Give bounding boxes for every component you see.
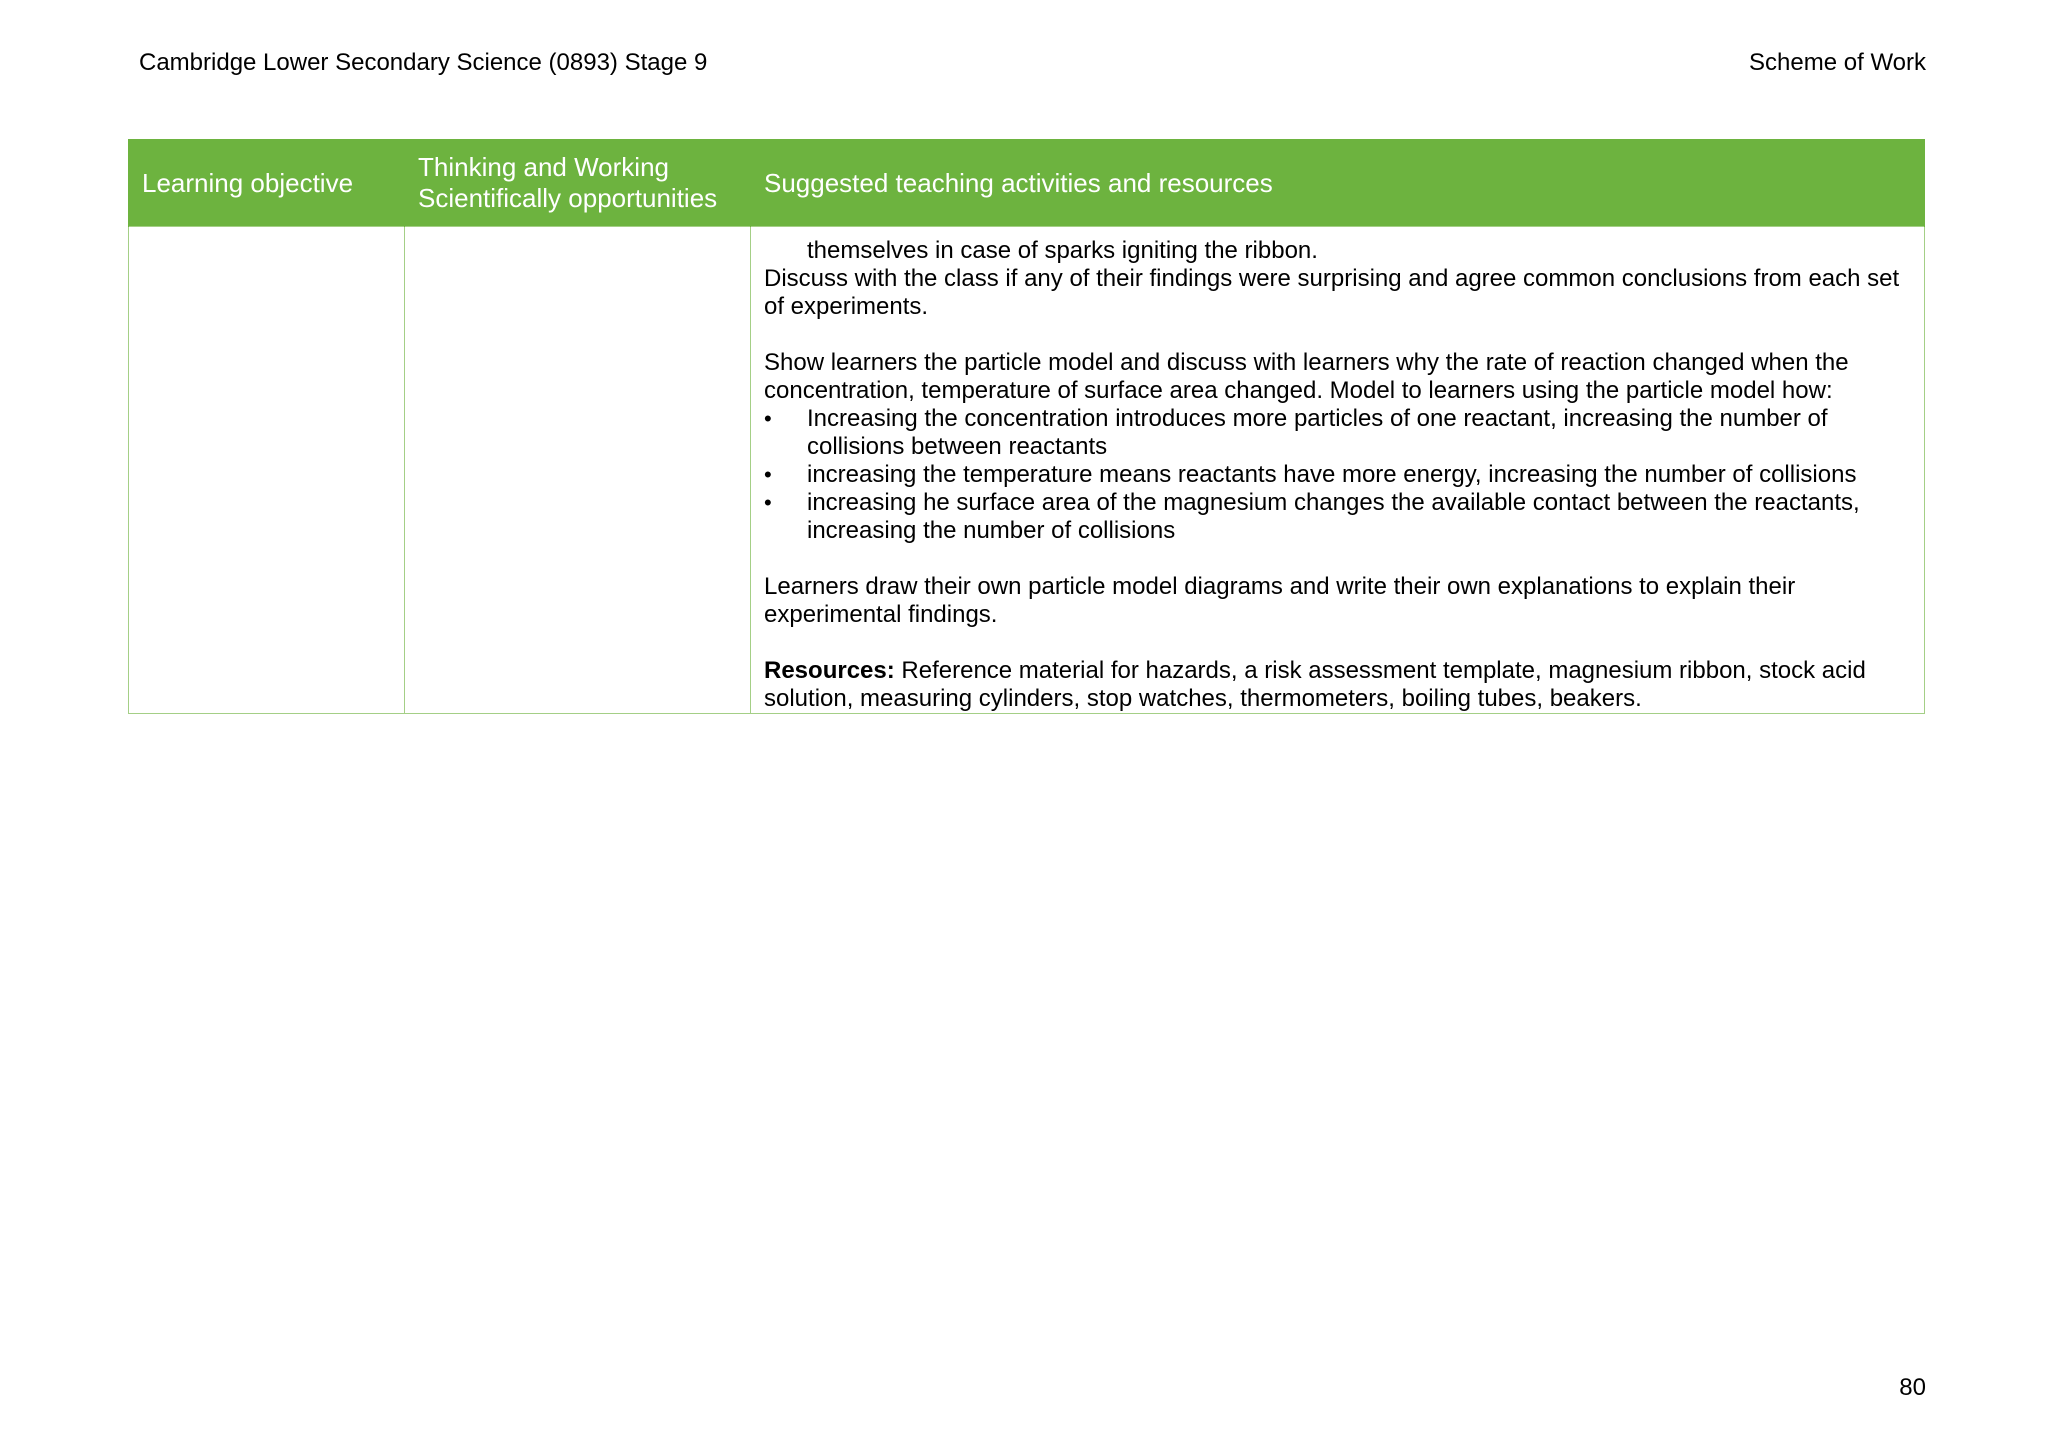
bullet-icon: • (764, 462, 772, 487)
cell-twso (405, 227, 751, 714)
learners-draw-paragraph: Learners draw their own particle model diagrams and write their own explanations to explain their experimental findings. (764, 573, 1796, 628)
document-header-title: Cambridge Lower Secondary Science (0893) Stage 9 (139, 49, 708, 76)
column-header-twso: Thinking and Working Scientifically opportunities (405, 140, 751, 227)
page-number: 80 (1899, 1374, 1926, 1401)
paragraph-spacer (764, 321, 1911, 349)
discuss-paragraph: Discuss with the class if any of their findings were surprising and agree common conclusions from each set of experiments. (764, 265, 1900, 320)
resources-paragraph (764, 657, 1911, 713)
list-item-text: increasing he surface area of the magnesium changes the available contact between the reactants, increasing the number of collisions (807, 489, 1860, 544)
column-header-activities: Suggested teaching activities and resources (751, 140, 1925, 227)
resources-text: Reference material for hazards, a risk assessment template, magnesium ribbon, stock acid solution, measuring cylinders, stop watches, thermometers, boiling tubes, beakers. (764, 657, 1866, 712)
list-item (764, 461, 1911, 489)
list-item-text: Increasing the concentration introduces more particles of one reactant, increasing the number of collisions between reactants (807, 405, 1828, 460)
list-item (764, 489, 1911, 545)
column-header-learning-objective: Learning objective (129, 140, 405, 227)
cell-learning-objective (129, 227, 405, 714)
document-header-type: Scheme of Work (1749, 49, 1926, 76)
bullet-icon: • (764, 406, 772, 431)
resources-label: Resources: (764, 657, 895, 684)
paragraph-spacer (764, 545, 1911, 573)
paragraph-spacer (764, 629, 1911, 657)
table-header-row (129, 140, 1925, 227)
scheme-of-work-table (128, 139, 1925, 714)
list-item (764, 405, 1911, 461)
bullet-icon: • (764, 490, 772, 515)
continued-text: themselves in case of sparks igniting the ribbon. (807, 237, 1318, 264)
particle-model-bullet-list (764, 405, 1911, 545)
cell-activities (751, 227, 1925, 714)
table-row (129, 227, 1925, 714)
particle-model-paragraph: Show learners the particle model and discuss with learners why the rate of reaction changed when the concentration, temperature of surface area changed. Model to learners using the particle model how: (764, 349, 1849, 404)
list-item-text: increasing the temperature means reactants have more energy, increasing the number of collisions (807, 461, 1857, 488)
